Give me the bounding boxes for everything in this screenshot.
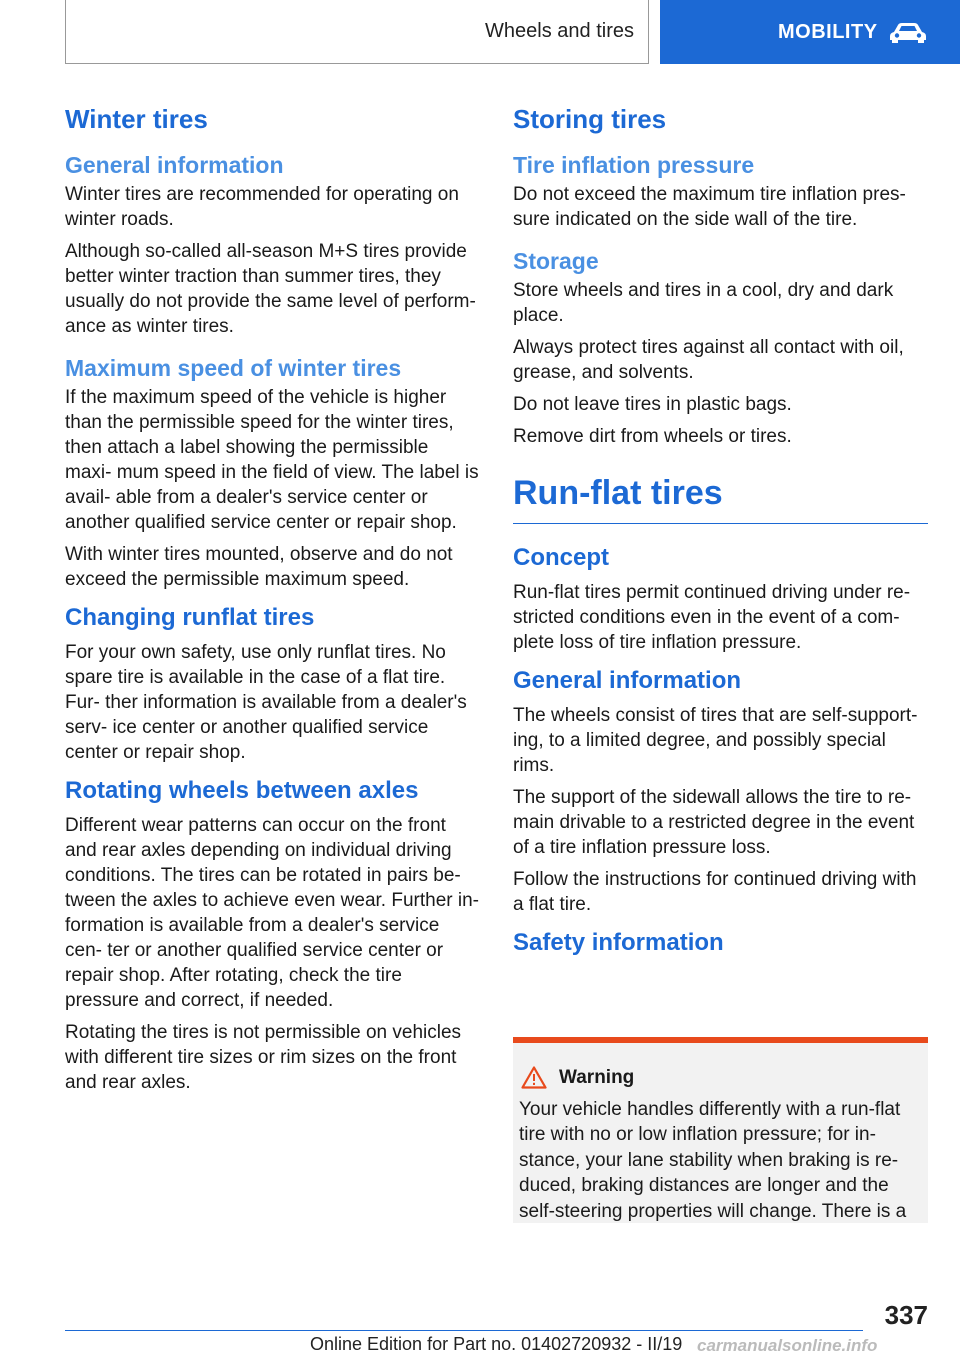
footer-edition: Online Edition for Part no. 01402720932 - II/19 (310, 1334, 683, 1354)
heading-general-information: General information (65, 152, 284, 178)
heading-concept: Concept (513, 544, 609, 571)
warning-triangle-icon (521, 1066, 547, 1089)
heading-storage: Storage (513, 248, 599, 274)
header-chapter-tab (660, 0, 960, 64)
header-chapter-title: MOBILITY (778, 20, 878, 43)
paragraph: Follow the instructions for continued driving with a flat tire. (513, 869, 917, 915)
watermark-site: carmanualsonline.info (697, 1336, 878, 1355)
page-number: 337 (884, 1300, 928, 1330)
paragraph: Different wear patterns can occur on the front and rear axles depending on individual driving conditions. The tires can be rotated in pairs be‐ tween the axles to achieve even wear. Further in‐ formation is available from a dealer's service cen‐ ter or another qualified service center or repair shop. After rotating, check the tire pressure and correct, if needed. (65, 815, 480, 1011)
heading-tire-inflation-pressure: Tire inflation pressure (513, 152, 755, 178)
heading-general-information: General information (513, 667, 742, 694)
warning-header (519, 1065, 922, 1091)
warning-text: Your vehicle handles differently with a run-flat tire with no or low inflation pressure; for in‐ stance, your lane stability when braking is re‐ duced, braking distances are longer and the self-steering properties will change. There is a (519, 1098, 907, 1222)
heading-safety-information: Safety information (513, 929, 724, 956)
heading-storing-tires: Storing tires (513, 104, 667, 134)
paragraph: Rotating the tires is not permissible on vehicles with different tire sizes or rim sizes on the front and rear axles. (65, 1022, 462, 1093)
heading-maximum-speed: Maximum speed of winter tires (65, 355, 402, 381)
heading-changing-runflat: Changing runflat tires (65, 604, 315, 631)
paragraph: For your own safety, use only runflat tires. No spare tire is available in the case of a flat tire. Fur‐ ther information is available from a dealer's serv‐ ice center or another qualified service center or repair shop. (65, 642, 467, 763)
paragraph: Run-flat tires permit continued driving under re‐ stricted conditions even in the event of a com‐ plete loss of tire inflation pressure. (513, 582, 911, 653)
warning-label: Warning (559, 1067, 635, 1088)
footer-divider (65, 1330, 863, 1331)
paragraph: Remove dirt from wheels or tires. (513, 426, 792, 447)
right-column (513, 98, 928, 965)
paragraph: If the maximum speed of the vehicle is higher than the permissible speed for the winter tires, then attach a label showing the permissible maxi‐ mum speed in the field of view. The label is avail‐ able from a dealer's service center or another qualified service center or repair shop. (65, 387, 479, 533)
paragraph: Store wheels and tires in a cool, dry and dark place. (513, 280, 894, 326)
heading-run-flat-tires: Run-flat tires (513, 471, 928, 524)
paragraph: Always protect tires against all contact with oil, grease, and solvents. (513, 337, 904, 383)
paragraph: Do not leave tires in plastic bags. (513, 394, 792, 415)
left-column (65, 98, 480, 1102)
paragraph: The wheels consist of tires that are self-support‐ ing, to a limited degree, and possibly special rims. (513, 705, 918, 776)
paragraph: Winter tires are recommended for operating on winter roads. (65, 184, 459, 230)
warning-box (513, 1037, 928, 1223)
heading-rotating-wheels: Rotating wheels between axles (65, 777, 419, 804)
heading-winter-tires: Winter tires (65, 104, 208, 134)
paragraph: With winter tires mounted, observe and do not exceed the permissible maximum speed. (65, 544, 453, 590)
car-icon (888, 22, 928, 44)
paragraph: The support of the sidewall allows the tire to re‐ main drivable to a restricted degree in the event of a tire inflation pressure loss. (513, 787, 915, 858)
header-section-box (65, 0, 649, 64)
header-section-title: Wheels and tires (485, 20, 634, 42)
paragraph: Although so-called all-season M+S tires provide better winter traction than summer tires, they usually do not provide the same level of perform‐ ance as winter tires. (65, 241, 476, 337)
paragraph: Do not exceed the maximum tire inflation pres‐ sure indicated on the side wall of the tire. (513, 184, 906, 230)
